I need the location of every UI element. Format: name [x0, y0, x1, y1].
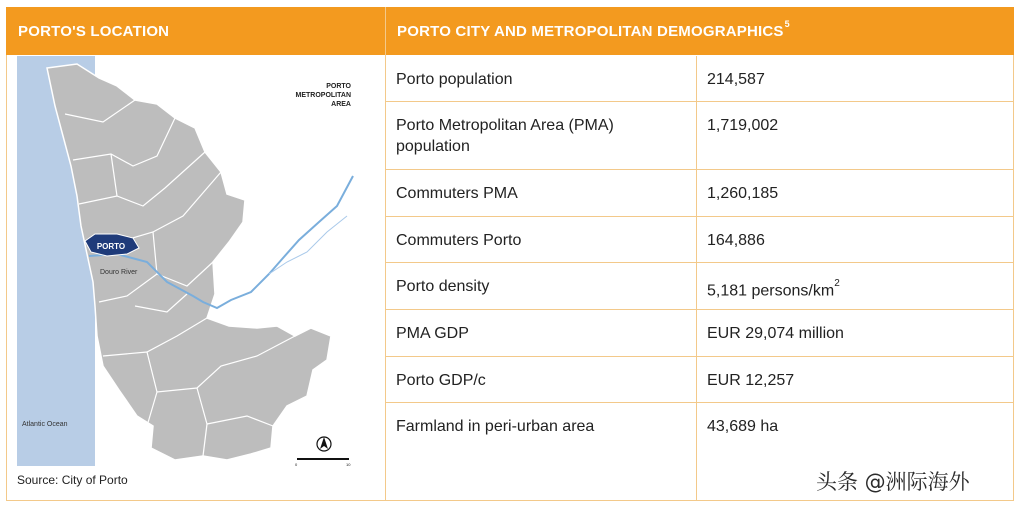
source-note: Source: City of Porto [17, 473, 128, 487]
demographics-table [386, 56, 1014, 500]
row-value: EUR 12,257 [707, 372, 795, 389]
row-label: Porto GDP/c [386, 357, 697, 402]
row-label: PMA GDP [386, 310, 697, 356]
row-value: 5,181 persons/km [707, 282, 835, 300]
area-label-line3: AREA [331, 101, 351, 108]
demographics-header-text: PORTO CITY AND METROPOLITAN DEMOGRAPHICS [397, 22, 784, 40]
map-panel [7, 56, 384, 500]
table-row [386, 263, 1014, 310]
river-label: Douro River [100, 269, 138, 276]
table-row [386, 217, 1014, 263]
row-value-superscript: 2 [834, 278, 840, 289]
row-value: 43,689 ha [707, 418, 779, 435]
scale-end: 10 [346, 462, 351, 467]
row-label: Porto Metropolitan Area (PMA) population [386, 102, 697, 169]
row-value: 164,886 [707, 232, 765, 249]
table-row [386, 102, 1014, 170]
scale-bar [297, 458, 349, 460]
location-header-text: PORTO'S LOCATION [18, 22, 170, 40]
porto-metropolitan-map [7, 56, 384, 500]
table-row [386, 357, 1014, 403]
row-label: Commuters PMA [386, 170, 697, 216]
area-label-line1: PORTO [326, 83, 351, 90]
row-value: 1,260,185 [707, 185, 779, 202]
table-row [386, 310, 1014, 357]
table-row [386, 170, 1014, 217]
ocean-label: Atlantic Ocean [22, 421, 68, 428]
demographics-header [386, 7, 1014, 55]
watermark-text: 头条 @洲际海外 [816, 470, 970, 494]
row-label: Porto population [386, 56, 697, 101]
row-label: Commuters Porto [386, 217, 697, 262]
row-value: 1,719,002 [707, 117, 779, 134]
row-label: Porto density [386, 263, 697, 309]
table-row [386, 56, 1014, 102]
tributary [269, 216, 347, 274]
location-header [6, 7, 385, 55]
row-value: EUR 29,074 million [707, 325, 844, 342]
footnote-marker: 5 [784, 19, 790, 29]
row-value-cell [697, 263, 1014, 309]
city-label: PORTO [96, 242, 126, 251]
north-arrow-icon [317, 437, 331, 451]
area-label-line2: METROPOLITAN [295, 92, 351, 99]
scale-start: 0 [295, 462, 298, 467]
row-label: Farmland in peri-urban area [386, 403, 697, 500]
row-value: 214,587 [707, 71, 765, 88]
